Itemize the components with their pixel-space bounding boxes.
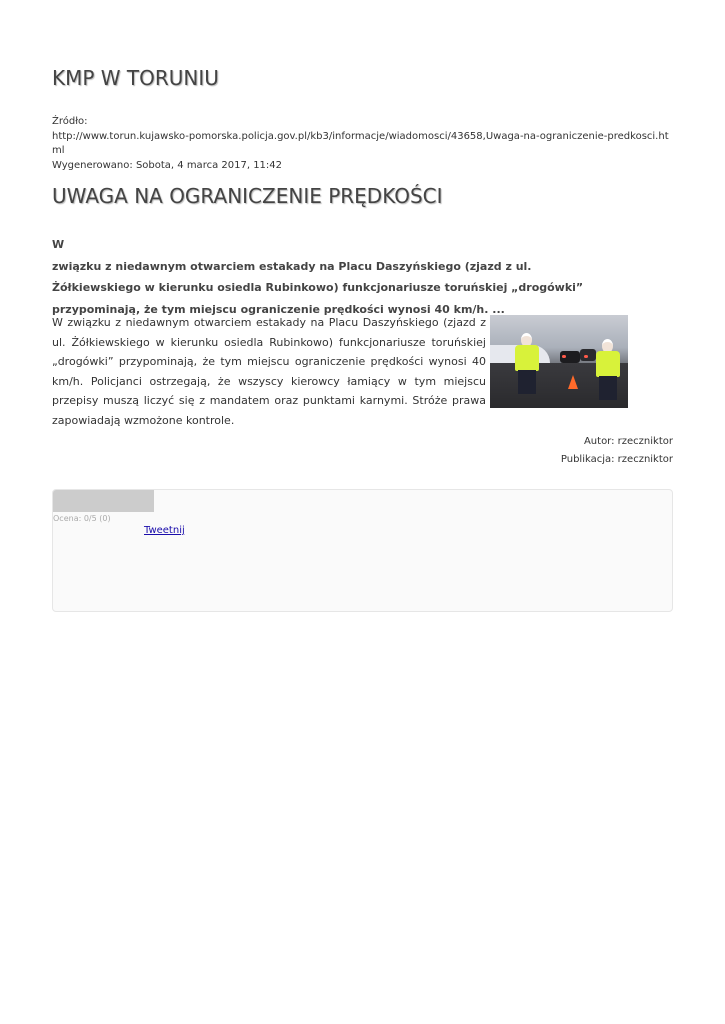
article-photo — [490, 315, 628, 408]
tweet-link[interactable]: Tweetnij — [144, 525, 185, 536]
site-title: KMP W TORUNIU — [52, 66, 219, 90]
lead-text: związku z niedawnym otwarciem estakady na Placu Daszyńskiego (zjazd z ul. Żółkiewskiego w kierunku osiedla Rubinkowo) funkcjonariusze toruńskiej „drogówki” przypominają, że tym miejscu ograniczenie prędkości wynosi 40 km/h. ... — [52, 259, 584, 316]
article-lead — [52, 234, 592, 320]
article-body-section — [52, 313, 673, 430]
author: Autor: rzeczniktor — [583, 436, 673, 447]
lead-first-word: W — [52, 238, 65, 251]
rating-bar[interactable] — [53, 490, 154, 512]
rating-label: Ocena: 0/5 (0) — [53, 514, 111, 523]
generated-date: Wygenerowano: Sobota, 4 marca 2017, 11:42 — [52, 159, 283, 171]
rating-box — [52, 489, 673, 612]
article-body: W związku z niedawnym otwarciem estakady na Placu Daszyńskiego (zjazd z ul. Żółkiewskiego w kierunku osiedla Rubinkowo) funkcjonariusze toruńskiej „drogówki” przypominają, że tym miejscu ograniczenie prędkości wynosi 40 km/h. Policjanci ostrzegają, że wszyscy kierowcy łamiący w tym miejscu przepisy muszą liczyć się z mandatem oraz punktami karnymi. Stróże prawa zapowiadają wzmożone kontrole. — [52, 316, 486, 427]
source-url: http://www.torun.kujawsko-pomorska.policja.gov.pl/kb3/informacje/wiadomosci/43658,Uwaga-na-ograniczenie-predkosci.html — [52, 130, 669, 156]
article-title: UWAGA NA OGRANICZENIE PRĘDKOŚCI — [52, 184, 443, 208]
article-credits — [561, 433, 673, 468]
publication: Publikacja: rzeczniktor — [560, 453, 673, 465]
document-meta — [52, 115, 673, 173]
source-label: Źródło: — [52, 116, 88, 127]
